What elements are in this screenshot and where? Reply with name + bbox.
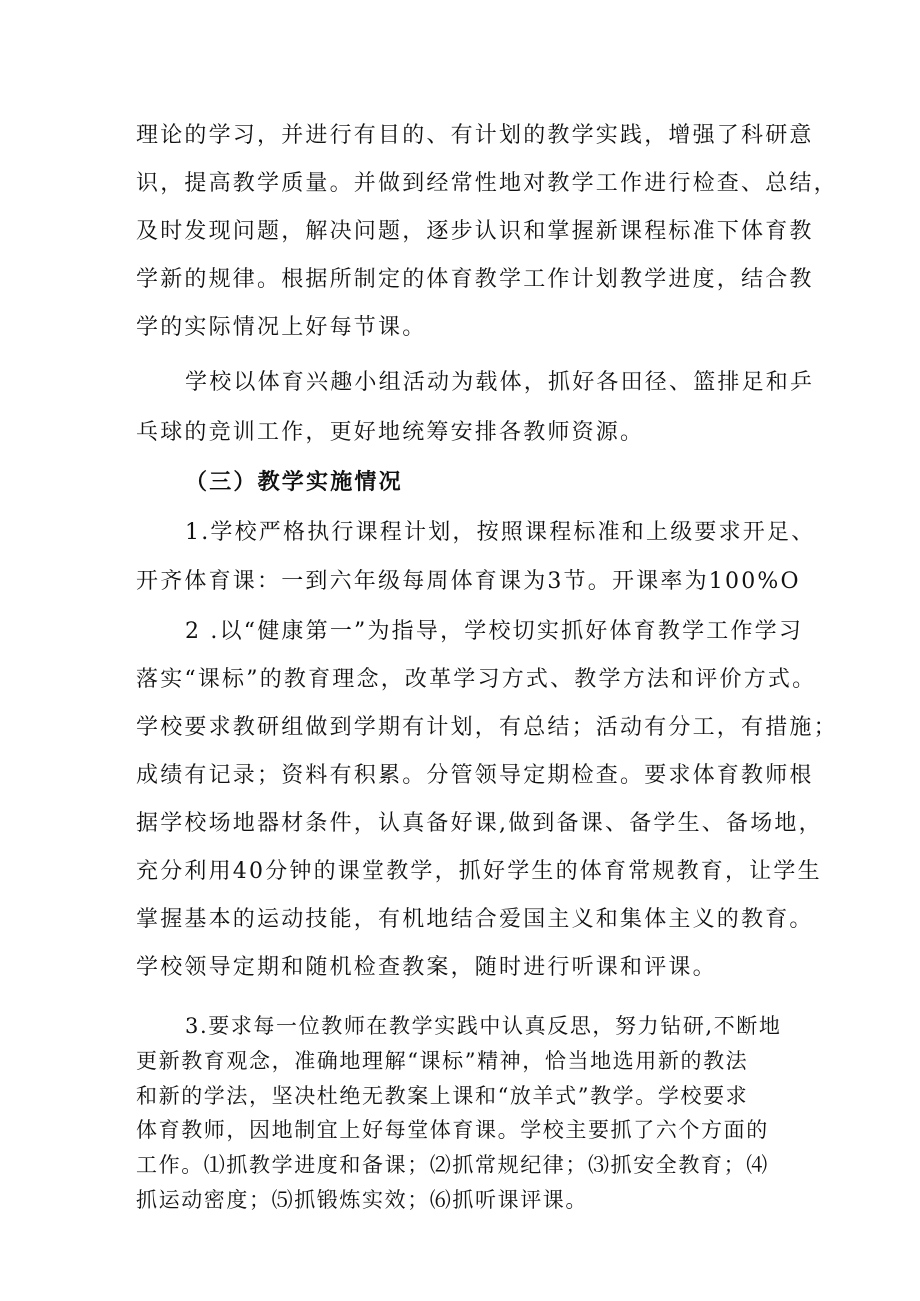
item-3-line-6: 抓运动密度；⑸抓锻炼实效；⑹抓听课评课。: [136, 1188, 588, 1212]
paragraph-1-line-5: 学的实际情况上好每节课。: [136, 315, 427, 340]
section-heading: （三）教学实施情况: [185, 469, 403, 495]
item-2-line-4: 成绩有记录；资料有积累。分管领导定期检查。要求体育教师根: [136, 763, 814, 788]
item-3-line-2: 更新教育观念，准确地理解“课标”精神，恰当地选用新的教法: [136, 1049, 749, 1073]
item-3-line-4: 体育教师，因地制宜上好每堂体育课。学校主要抓了六个方面的: [136, 1118, 769, 1142]
paragraph-1-line-4: 学新的规律。根据所制定的体育教学工作计划教学进度，结合教: [136, 267, 814, 292]
item-2-line-2: 落实“课标”的教育理念，改革学习方式、教学方法和评价方式。: [136, 667, 817, 692]
item-2-line-8: 学校领导定期和随机检查教案，随时进行听课和评课。: [136, 955, 717, 980]
item-3-line-5: 工作。⑴抓教学进度和备课；⑵抓常规纪律；⑶抓安全教育；⑷: [136, 1153, 769, 1177]
item-1-line-1: 1.学校严格执行课程计划，按照课程标准和上级要求开足、: [185, 520, 816, 545]
item-2-line-5: 据学校场地器材条件，认真备好课,做到备课、备学生、备场地，: [136, 811, 823, 836]
item-2-line-3: 学校要求教研组做到学期有计划，有总结；活动有分工，有措施；: [136, 715, 838, 740]
item-3-line-3: 和新的学法，坚决杜绝无教案上课和“放羊式”教学。学校要求: [136, 1084, 749, 1108]
paragraph-2-line-1: 学校以体育兴趣小组活动为载体，抓好各田径、篮排足和乒: [185, 370, 815, 395]
paragraph-1-line-1: 理论的学习，并进行有目的、有计划的教学实践，增强了科研意: [136, 123, 814, 148]
item-2-line-7: 掌握基本的运动技能，有机地结合爱国主义和集体主义的教育。: [136, 907, 814, 932]
item-3-line-1: 3.要求每一位教师在教学实践中认真反思，努力钻研,不断地: [185, 1014, 782, 1038]
paragraph-1-line-3: 及时发现问题，解决问题，逐步认识和掌握新课程标准下体育教: [136, 219, 814, 244]
paragraph-2-line-2: 乓球的竞训工作，更好地统筹安排各教师资源。: [136, 420, 645, 445]
item-1-line-2: 开齐体育课：一到六年级每周体育课为3节。开课率为100%O: [136, 569, 801, 594]
item-2-line-1: 2 .以“健康第一”为指导，学校切实抓好体育教学工作学习: [185, 619, 804, 644]
item-2-line-6: 充分利用40分钟的课堂教学，抓好学生的体育常规教育，让学生: [136, 859, 822, 884]
paragraph-1-line-2: 识，提高教学质量。并做到经常性地对教学工作进行检查、总结，: [136, 171, 838, 196]
